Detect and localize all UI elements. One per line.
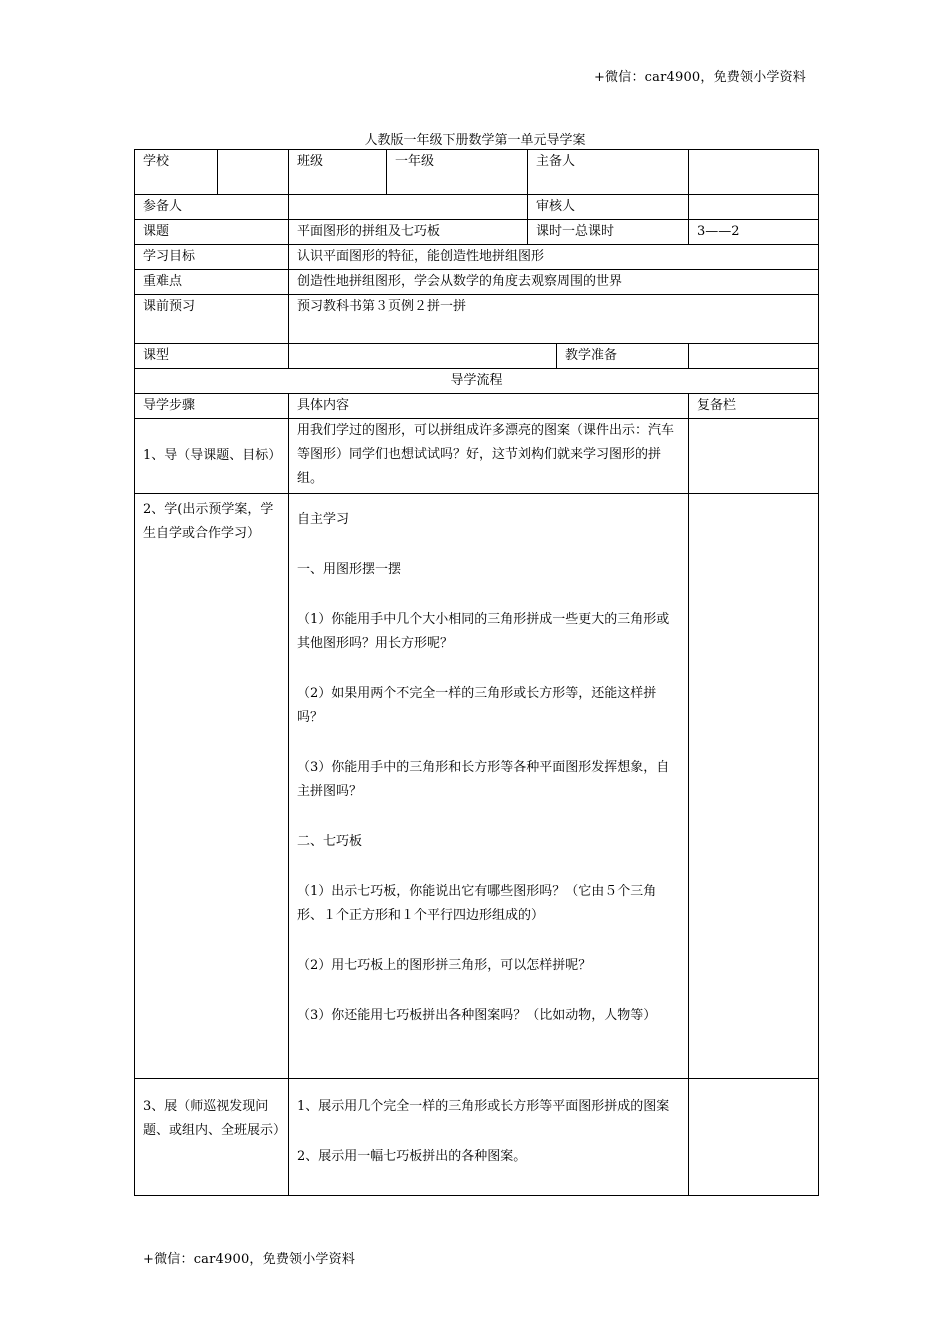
- type-value: [289, 344, 557, 369]
- row-type: [135, 344, 819, 369]
- step-content: [289, 494, 689, 1079]
- class-label: 班级: [289, 150, 387, 195]
- step-paragraph: 1、展示用几个完全一样的三角形或长方形等平面图形拼成的图案: [297, 1099, 670, 1114]
- class-value: 一年级: [387, 150, 528, 195]
- step-paragraph: （3）你能用手中的三角形和长方形等各种平面图形发挥想象，自主拼图吗？: [297, 760, 670, 799]
- preview-value: 预习教科书第３页例２拼一拼: [289, 295, 819, 344]
- step-label: 1、导（导课题、目标）: [135, 419, 289, 494]
- step-review: [689, 1079, 819, 1196]
- goal-label: 学习目标: [135, 245, 289, 270]
- row-goal: [135, 245, 819, 270]
- step-row: [135, 419, 819, 494]
- topic-value: 平面图形的拼组及七巧板: [289, 220, 528, 245]
- reviewer-label: 审核人: [528, 195, 689, 220]
- goal-value: 认识平面图形的特征，能创造性地拼组图形: [289, 245, 819, 270]
- row-key: [135, 270, 819, 295]
- step-paragraph: 自主学习: [297, 512, 350, 527]
- preview-label: 课前预习: [135, 295, 289, 344]
- footer-note: +微信：car4900，免费领小学资料: [143, 1252, 356, 1267]
- co-preparer-value: [289, 195, 528, 220]
- flow-heading: 导学流程: [135, 369, 819, 394]
- co-preparer-label: 参备人: [135, 195, 289, 220]
- step-label: 3、展（师巡视发现问题、或组内、全班展示）: [135, 1079, 289, 1196]
- main-preparer-value: [689, 150, 819, 195]
- row-preview: [135, 295, 819, 344]
- main-preparer-label: 主备人: [528, 150, 689, 195]
- school-label: 学校: [135, 150, 218, 195]
- prep-label: 教学准备: [557, 344, 689, 369]
- step-review: [689, 419, 819, 494]
- step-paragraph: 二、七巧板: [297, 834, 363, 849]
- type-label: 课型: [135, 344, 289, 369]
- step-paragraph: 用我们学过的图形，可以拼组成许多漂亮的图案（课件出示：汽车等图形）同学们也想试试吗？好，这节刘构们就来学习图形的拼组。: [297, 423, 675, 486]
- lesson-plan-table: [134, 149, 819, 1196]
- key-value: 创造性地拼组图形，学会从数学的角度去观察周围的世界: [289, 270, 819, 295]
- step-paragraph: （1）你能用手中几个大小相同的三角形拼成一些更大的三角形或其他图形吗？用长方形呢？: [297, 612, 670, 651]
- step-row: [135, 1079, 819, 1196]
- school-value: [218, 150, 289, 195]
- step-label: 2、学(出示预学案，学生自学或合作学习）: [135, 494, 289, 1079]
- step-paragraph: 一、用图形摆一摆: [297, 562, 402, 577]
- topic-label: 课题: [135, 220, 289, 245]
- step-paragraph: （1）出示七巧板，你能说出它有哪些图形吗？（它由５个三角形、１个正方形和１个平行四边形组成的）: [297, 884, 657, 923]
- step-review: [689, 494, 819, 1079]
- row-school: [135, 150, 819, 195]
- period-label: 课时一总课时: [528, 220, 689, 245]
- prep-value: [689, 344, 819, 369]
- step-content: [289, 419, 689, 494]
- key-label: 重难点: [135, 270, 289, 295]
- step-paragraph: （2）如果用两个不完全一样的三角形或长方形等，还能这样拼吗？: [297, 686, 657, 725]
- col-review-header: 复备栏: [689, 394, 819, 419]
- step-paragraph: 2、展示用一幅七巧板拼出的各种图案。: [297, 1149, 527, 1164]
- col-step-header: 导学步骤: [135, 394, 289, 419]
- step-paragraph: （2）用七巧板上的图形拼三角形，可以怎样拼呢？: [297, 958, 592, 973]
- document-title: 人教版一年级下册数学第一单元导学案: [364, 133, 586, 148]
- period-value: 3——2: [689, 220, 819, 245]
- row-topic: [135, 220, 819, 245]
- row-flow-columns: [135, 394, 819, 419]
- header-note: +微信：car4900，免费领小学资料: [593, 70, 806, 85]
- step-row: [135, 494, 819, 1079]
- step-paragraph: （3）你还能用七巧板拼出各种图案吗？（比如动物，人物等）: [297, 1008, 657, 1023]
- step-content: [289, 1079, 689, 1196]
- col-content-header: 具体内容: [289, 394, 689, 419]
- row-co-preparer: [135, 195, 819, 220]
- reviewer-value: [689, 195, 819, 220]
- row-flow-heading: [135, 369, 819, 394]
